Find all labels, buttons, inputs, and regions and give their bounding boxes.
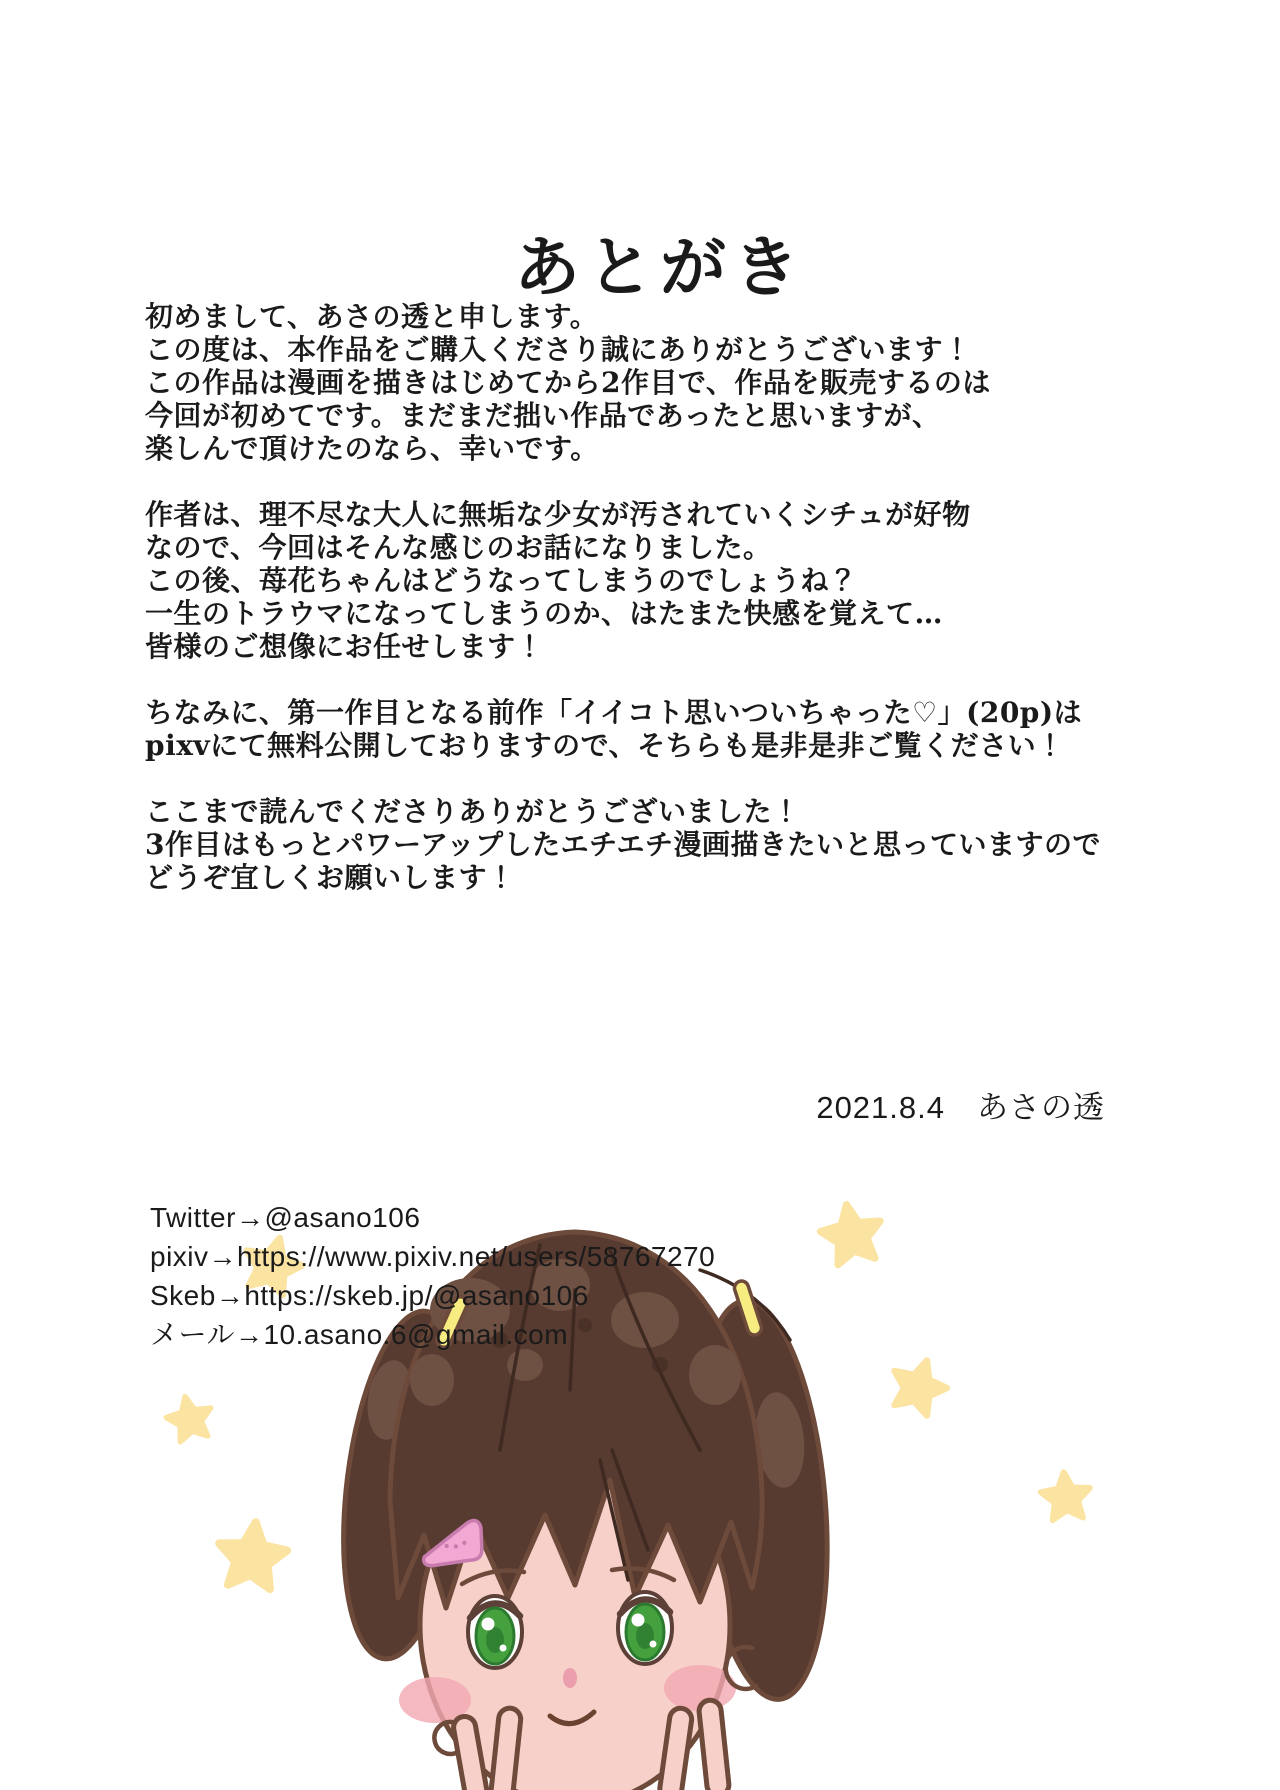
text-line: ここまで読んでくださりありがとうございました！ (145, 795, 801, 828)
text-line: 皆様のご想像にお任せします！ (145, 630, 545, 663)
right-eye (618, 1592, 672, 1664)
contact-email: メール→10.asano.6@gmail.com (150, 1319, 569, 1350)
star-icon (885, 1352, 954, 1419)
contact-twitter: Twitter→@asano106 (150, 1202, 421, 1233)
paragraph-thanks (145, 795, 1101, 894)
star-icon (163, 1392, 217, 1444)
paragraph-greeting (145, 300, 1101, 465)
afterword-body (145, 300, 1101, 927)
text-line: 初めまして、あさの透と申します。 (145, 300, 599, 333)
text-line: 楽しんで頂けたのなら、幸いです。 (145, 432, 599, 465)
contact-skeb: Skeb→https://skeb.jp/@asano106 (150, 1280, 589, 1311)
text-line: pixvにて無料公開しておりますので、そちらも是非是非ご覧ください！ (145, 729, 1065, 762)
text-line: 今回が初めてです。まだまだ拙い作品であったと思いますが、 (145, 399, 941, 432)
signature-date: 2021.8.4 あさの透 (816, 1090, 1105, 1125)
text-line: 作者は、理不尽な大人に無垢な少女が汚されていくシチュが好物 (145, 498, 971, 531)
text-line: この後、苺花ちゃんはどうなってしまうのでしょうね？ (145, 564, 858, 597)
paragraph-previous-work (145, 696, 1101, 762)
page-title: あとがき (514, 228, 806, 307)
star-icon (816, 1199, 886, 1267)
left-eye (468, 1596, 522, 1668)
nose (563, 1668, 577, 1688)
paragraph-story-notes (145, 498, 1101, 663)
text-line: どうぞ宜しくお願いします！ (145, 861, 516, 894)
star-icon (1039, 1470, 1092, 1521)
text-line: 一生のトラウマになってしまうのか、はたまた快感を覚えて… (145, 597, 944, 630)
contact-info (150, 1198, 715, 1354)
text-line: この度は、本作品をご購入くださり誠にありがとうございます！ (145, 333, 972, 366)
text-line: 3作目はもっとパワーアップしたエチエチ漫画描きたいと思っていますので (145, 828, 1102, 861)
contact-pixiv: pixiv→https://www.pixiv.net/users/58767270 (150, 1241, 716, 1272)
text-line: なので、今回はそんな感じのお話になりました。 (145, 531, 772, 564)
text-line: ちなみに、第一作目となる前作「イイコト思いついちゃった♡」(20p)は (145, 696, 1083, 729)
text-line: この作品は漫画を描きはじめてから2作目で、作品を販売するのは (145, 366, 991, 399)
star-icon (215, 1519, 290, 1591)
